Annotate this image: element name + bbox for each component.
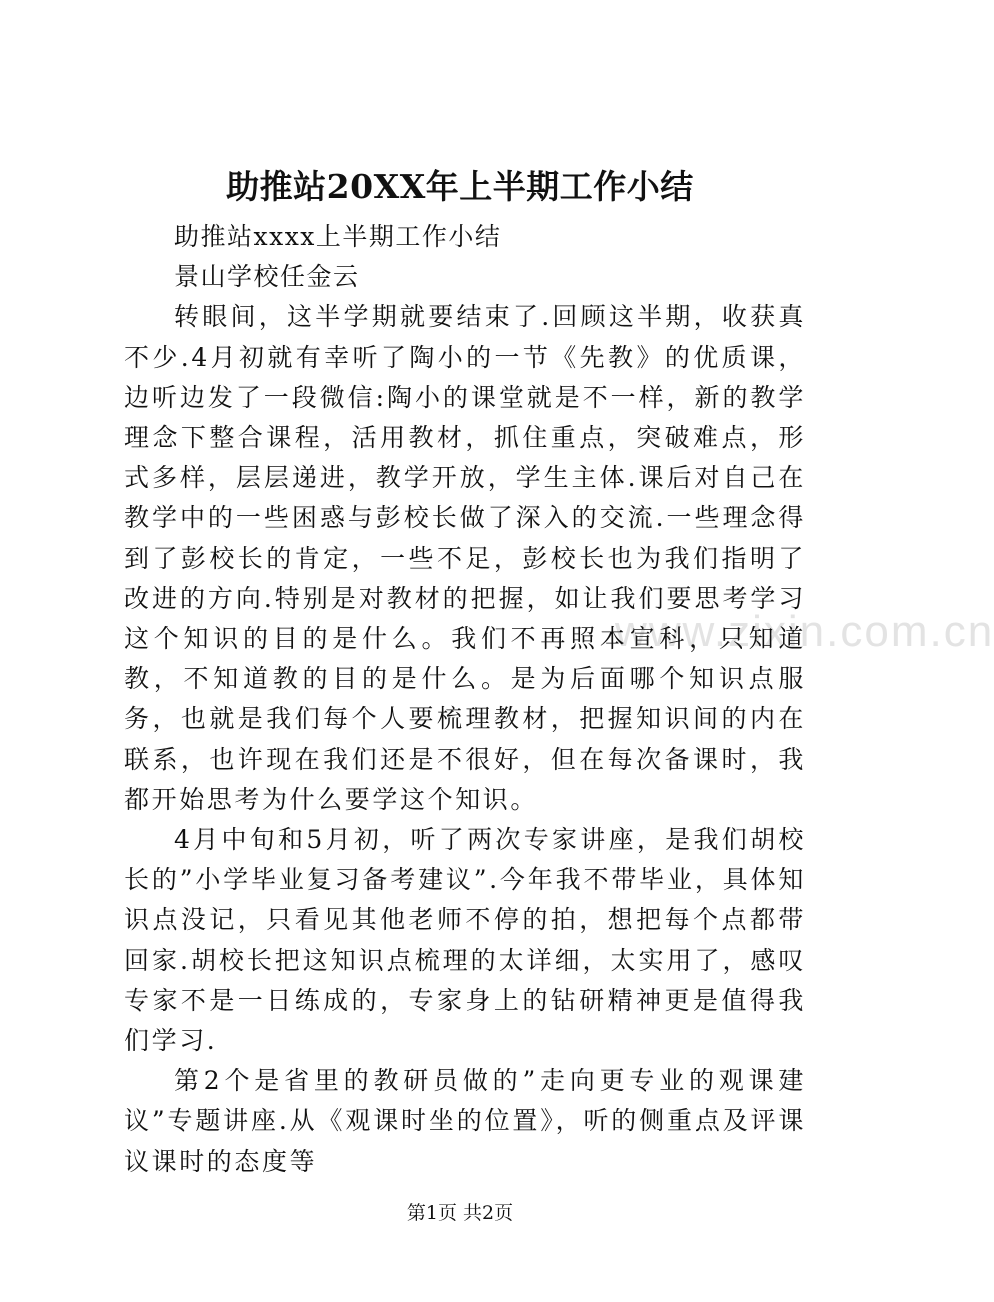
watermark: www.zixin.com.cn [615,607,994,656]
document-body [124,217,806,1182]
paragraph-3: 第2个是省里的教研员做的”走向更专业的观课建议”专题讲座.从《观课时坐的位置》，听的侧重点及评课议课时的态度等 [124,1066,806,1176]
document-author: 景山学校任金云 [174,262,360,292]
document-title: 助推站20XX年上半期工作小结 [226,167,694,206]
paragraph-1: 转眼间，这半学期就要结束了.回顾这半期，收获真不少.4月初就有幸听了陶小的一节《先教》的优质课，边听边发了一段微信:陶小的课堂就是不一样，新的教学理念下整合课程，活用教材，抓住重点，突破难点，形式多样，层层递进，教学开放，学生主体.课后对自己在教学中的一些困惑与彭校长做了深入的交流.一些理念得到了彭校长的肯定，一些不足，彭校长也为我们指明了改进的方向.特别是对教材的把握，如让我们要思考学习这个知识的目的是什么。我们不再照本宣科，只知道教，不知道教的目的是什么。是为后面哪个知识点服务，也就是我们每个人要梳理教材，把握知识间的内在联系，也许现在我们还是不很好，但在每次备课时，我都开始思考为什么要学这个知识。 [124,302,806,814]
document-subtitle: 助推站xxxx上半期工作小结 [174,222,502,251]
page-footer: 第1页 共2页 [406,1202,514,1224]
paragraph-2: 4月中旬和5月初，听了两次专家讲座，是我们胡校长的”小学毕业复习备考建议”.今年我不带毕业，具体知识点没记，只看见其他老师不停的拍，想把每个点都带回家.胡校长把这知识点梳理的太详细，太实用了，感叹专家不是一日练成的，专家身上的钻研精神更是值得我们学习. [124,825,806,1056]
